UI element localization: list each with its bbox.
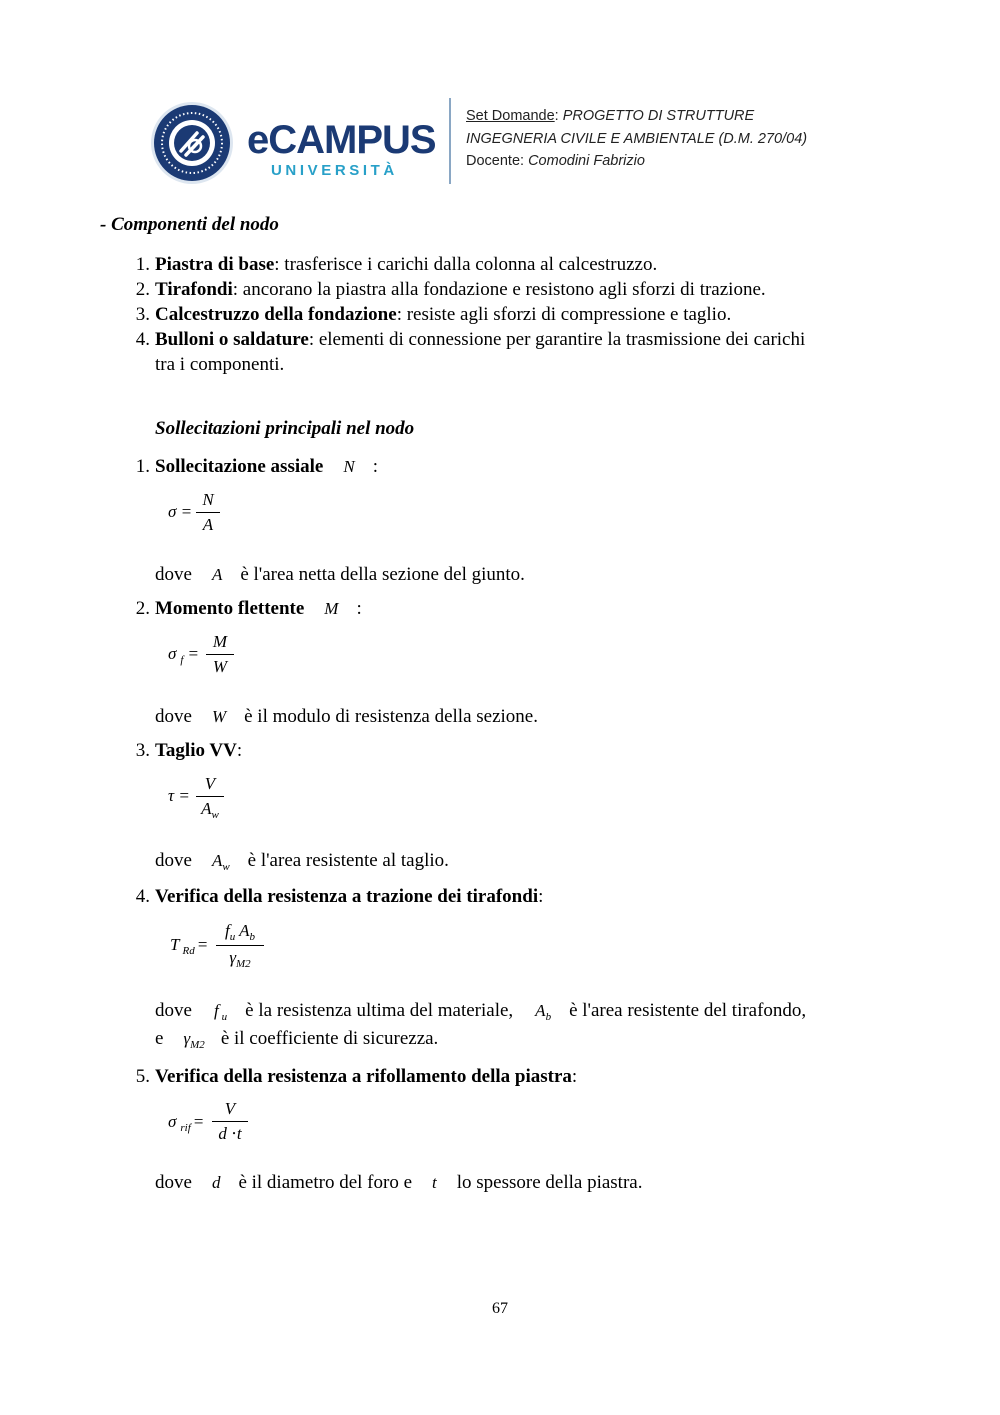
formula-explanation-continuation: e $\gamma_{M2}$ è il coefficiente di sicurezza. xyxy=(155,1028,439,1051)
item-number: 1. xyxy=(135,456,150,477)
list-number: 2. xyxy=(135,279,150,300)
list-number: 4. xyxy=(135,329,150,350)
section-title: - Componenti del nodo xyxy=(100,214,279,235)
page-number: 67 xyxy=(492,1300,508,1317)
list-item: Tirafondi: ancorano la piastra alla fondazione e resistono agli sforzi di trazione. xyxy=(155,279,766,300)
page-header xyxy=(0,0,1000,200)
set-label: Set Domande xyxy=(466,108,555,124)
teacher-name: Comodini Fabrizio xyxy=(528,153,645,169)
formula-lhs: σ = xyxy=(168,502,193,521)
item-number: 2. xyxy=(135,598,150,619)
list-item-continuation: tra i componenti. xyxy=(155,354,285,375)
item-heading: Momento flettente M : xyxy=(155,598,362,619)
formula-fraction: $\frac{N}{A}$ xyxy=(196,490,220,535)
brand-sub-text: UNIVERSITÀ xyxy=(271,162,398,179)
formula-fraction: $\frac{V}{d \cdot t}$ xyxy=(212,1099,248,1144)
formula-lhs: σ $_{rif}$ = xyxy=(168,1112,205,1134)
list-number: 1. xyxy=(135,254,150,275)
formula-explanation: dove d è il diametro del foro e t lo spessore della piastra. xyxy=(155,1172,643,1193)
formula-explanation: dove A è l'area netta della sezione del giunto. xyxy=(155,564,525,585)
ecampus-seal-logo-icon xyxy=(150,101,234,185)
ecampus-wordmark xyxy=(247,118,437,188)
formula-lhs: τ = xyxy=(168,786,190,805)
subsection-title: Sollecitazioni principali nel nodo xyxy=(155,418,415,439)
formula-explanation: dove f $_u$ è la resistenza ultima del materiale, $A_b$ è l'area resistente del tirafondo, xyxy=(155,1000,807,1023)
formula-fraction: $\frac{M}{W}$ xyxy=(206,632,234,677)
item-heading: Verifica della resistenza a trazione dei tirafondi: xyxy=(155,886,544,907)
item-heading: Verifica della resistenza a rifollamento della piastra: xyxy=(155,1066,578,1087)
brand-main-text: CAMPUS xyxy=(268,118,436,162)
formula-lhs: T $_{Rd}$ = xyxy=(170,935,209,957)
brand-e-glyph: e xyxy=(247,118,269,162)
formula-explanation: dove $A_w$ è l'area resistente al taglio. xyxy=(155,850,449,873)
list-number: 3. xyxy=(135,304,150,325)
header-info: Set Domande: PROGETTO DI STRUTTURE INGEGNERIA CIVILE E AMBIENTALE (D.M. 270/04) Docente: Comodini Fabrizio xyxy=(466,108,808,169)
list-item: Piastra di base: trasferisce i carichi dalla colonna al calcestruzzo. xyxy=(155,254,658,275)
list-item: Bulloni o saldature: elementi di connessione per garantire la trasmissione dei carichi xyxy=(155,329,806,350)
formula-lhs: σ $_f$ = xyxy=(168,644,199,666)
teacher-label: Docente: xyxy=(466,153,525,169)
item-number: 3. xyxy=(135,740,150,761)
item-heading: Taglio VV: xyxy=(155,740,243,761)
item-heading: Sollecitazione assiale N : xyxy=(155,456,378,477)
course-name: INGEGNERIA CIVILE E AMBIENTALE (D.M. 270/04) xyxy=(466,130,808,147)
formula-explanation: dove W è il modulo di resistenza della sezione. xyxy=(155,706,538,727)
formula-fraction: $\frac{V}{A_w}$ xyxy=(196,774,224,821)
item-number: 5. xyxy=(135,1066,150,1087)
header-divider xyxy=(449,98,451,184)
list-item: Calcestruzzo della fondazione: resiste agli sforzi di compressione e taglio. xyxy=(155,304,732,325)
set-value: PROGETTO DI STRUTTURE xyxy=(562,108,755,124)
item-number: 4. xyxy=(135,886,150,907)
formula-fraction: $\frac{f_u A_b}{\gamma_{M2}}$ xyxy=(216,921,264,970)
